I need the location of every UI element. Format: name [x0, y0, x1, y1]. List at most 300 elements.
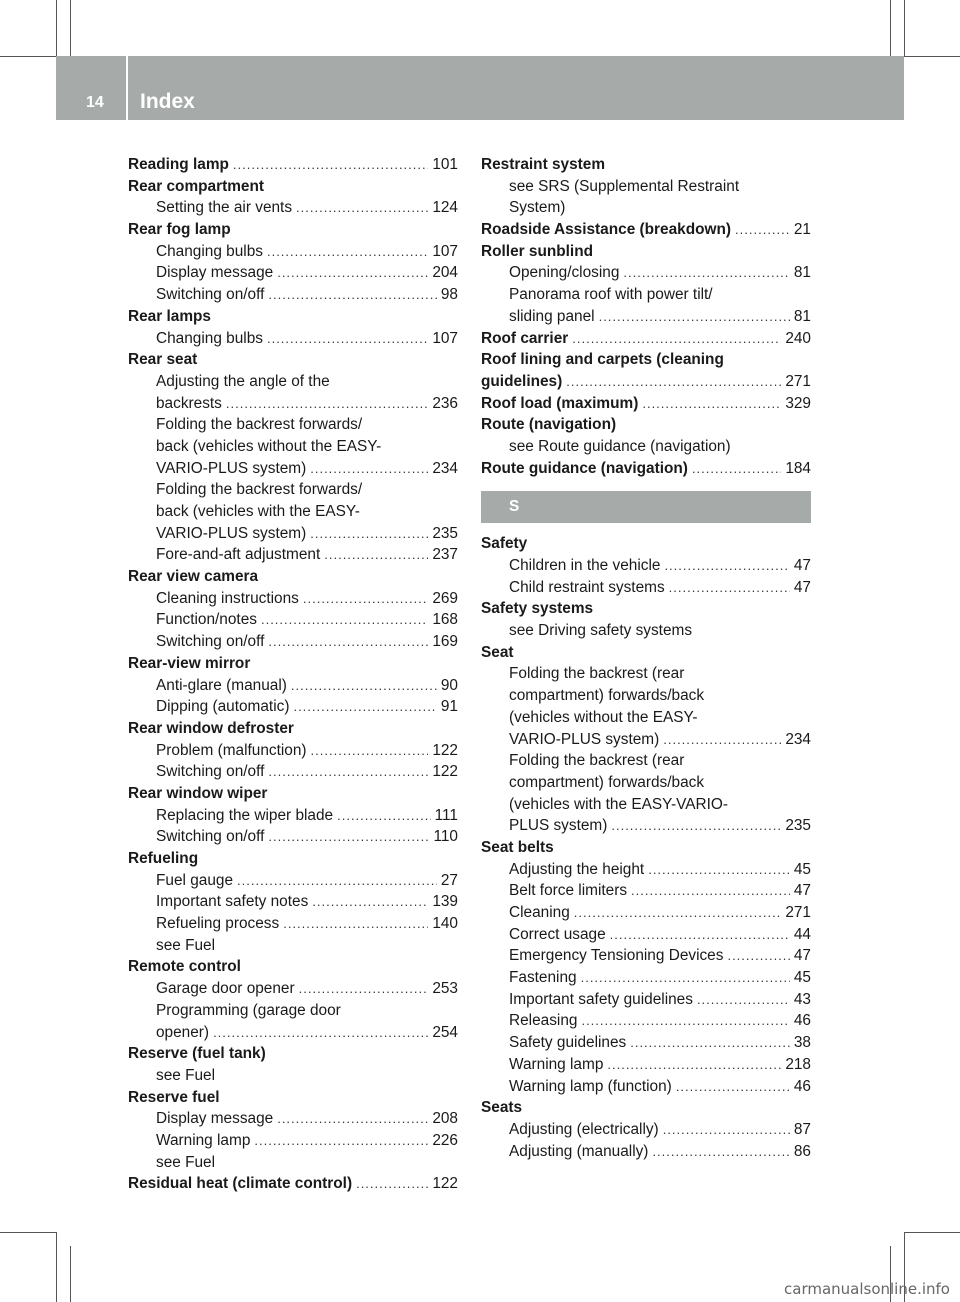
entry-text: PLUS system)	[509, 817, 608, 835]
index-heading[interactable]	[481, 328, 811, 350]
page-reference[interactable]: 122	[432, 763, 458, 781]
dot-leader	[268, 631, 428, 653]
entry-text: Setting the air vents	[156, 199, 293, 217]
page-reference[interactable]: 329	[785, 394, 811, 412]
index-heading	[481, 642, 811, 664]
dot-leader	[277, 1108, 428, 1130]
entry-text: Adjusting (electrically)	[509, 1120, 659, 1138]
crop-mark	[56, 0, 57, 56]
dot-leader	[311, 740, 429, 762]
index-subentry	[481, 663, 811, 685]
entry-text: Releasing	[509, 1012, 578, 1030]
entry-text: opener)	[156, 1023, 210, 1041]
entry-text: see Driving safety systems	[509, 622, 693, 640]
index-subentry[interactable]	[128, 588, 458, 610]
index-subentry[interactable]	[128, 241, 458, 263]
index-heading	[128, 349, 458, 371]
entry-text: Changing bulbs	[156, 329, 263, 347]
dot-leader	[663, 1119, 790, 1141]
crop-mark	[70, 1246, 71, 1302]
index-heading	[481, 414, 811, 436]
index-subentry[interactable]	[128, 262, 458, 284]
page-reference[interactable]: 107	[432, 242, 458, 260]
index-heading	[128, 566, 458, 588]
page-reference[interactable]: 168	[432, 611, 458, 629]
entry-text: Adjusting the angle of the	[156, 372, 330, 390]
index-subentry[interactable]	[481, 1076, 811, 1098]
section-letter-band: S	[481, 491, 811, 523]
index-subentry	[481, 685, 811, 707]
entry-text: Switching on/off	[156, 763, 265, 781]
page-reference[interactable]: 269	[432, 589, 458, 607]
entry-text: Cleaning instructions	[156, 589, 299, 607]
page-reference[interactable]: 87	[793, 1120, 811, 1138]
entry-text: VARIO-PLUS system)	[509, 730, 660, 748]
entry-text: Folding the backrest (rear	[509, 752, 685, 770]
index-heading	[481, 837, 811, 859]
page-reference[interactable]: 124	[432, 199, 458, 217]
page-reference[interactable]: 271	[785, 904, 811, 921]
entry-text: Roof lining and carpets (cleaning	[481, 351, 724, 369]
dot-leader	[213, 1022, 428, 1044]
entry-text: Adjusting the height	[509, 860, 645, 878]
entry-text: Important safety guidelines	[509, 990, 693, 1008]
entry-text: Display message	[156, 264, 274, 282]
index-subentry	[128, 1152, 458, 1174]
index-subentry[interactable]	[128, 197, 458, 219]
index-subentry[interactable]	[128, 805, 458, 827]
index-subentry[interactable]	[481, 815, 811, 837]
index-heading	[128, 718, 458, 740]
entry-text: Garage door opener	[156, 980, 295, 998]
entry-text: guidelines)	[481, 372, 563, 390]
dot-leader	[574, 902, 782, 924]
entry-text: Switching on/off	[156, 828, 265, 846]
page-number: 14	[86, 94, 104, 111]
index-subentry	[481, 436, 811, 458]
entry-text: Folding the backrest forwards/	[156, 416, 363, 434]
entry-text: Opening/closing	[509, 264, 620, 282]
entry-text: Switching on/off	[156, 633, 265, 651]
page-reference[interactable]: 38	[793, 1034, 811, 1052]
page-reference[interactable]: 21	[793, 221, 811, 239]
index-heading[interactable]	[481, 393, 811, 415]
entry-text: Rear lamps	[128, 307, 211, 325]
index-column-left	[128, 154, 458, 1195]
entry-text: Refueling	[128, 850, 199, 867]
dot-leader	[299, 978, 429, 1000]
page-reference[interactable]: 43	[793, 990, 811, 1008]
dot-leader	[697, 989, 790, 1011]
page-reference[interactable]: 139	[432, 893, 458, 911]
index-subentry[interactable]	[481, 1010, 811, 1032]
page-reference[interactable]: 122	[432, 741, 458, 759]
entry-text: Rear window wiper	[128, 784, 268, 802]
index-subentry[interactable]	[481, 306, 811, 328]
index-subentry[interactable]	[481, 924, 811, 946]
page-reference[interactable]: 240	[785, 329, 811, 347]
index-subentry[interactable]	[481, 555, 811, 577]
dot-leader	[310, 458, 428, 480]
page-reference[interactable]: 140	[432, 915, 458, 933]
page-reference[interactable]: 169	[432, 633, 458, 651]
entry-text: Reserve fuel	[128, 1088, 220, 1106]
entry-text: Safety systems	[481, 600, 594, 618]
dot-leader	[607, 1054, 781, 1076]
entry-text: see Fuel	[156, 1153, 216, 1171]
index-subentry[interactable]	[128, 761, 458, 783]
entry-text: Rear compartment	[128, 177, 264, 195]
page-reference[interactable]: 253	[432, 980, 458, 998]
index-subentry[interactable]	[128, 631, 458, 653]
crop-mark	[0, 1232, 56, 1233]
entry-text: Cleaning	[509, 904, 570, 921]
entry-text: Roller sunblind	[481, 242, 594, 260]
dot-leader	[735, 219, 790, 241]
dot-leader	[254, 1130, 428, 1152]
dot-leader	[663, 729, 781, 751]
page-reference[interactable]: 90	[440, 676, 458, 694]
index-heading	[128, 176, 458, 198]
index-heading	[128, 219, 458, 241]
crop-mark	[70, 0, 71, 56]
entry-text: Adjusting (manually)	[509, 1142, 649, 1160]
dot-leader	[652, 1141, 789, 1163]
entry-text: Anti-glare (manual)	[156, 676, 287, 694]
index-subentry[interactable]	[481, 880, 811, 902]
index-heading	[481, 533, 811, 555]
crop-mark	[0, 56, 56, 57]
index-subentry[interactable]	[481, 1119, 811, 1141]
page-reference[interactable]: 47	[793, 578, 811, 596]
page-reference[interactable]: 45	[793, 969, 811, 987]
page-reference[interactable]: 46	[793, 1077, 811, 1095]
entry-text: Rear window defroster	[128, 719, 294, 737]
entry-text: Belt force limiters	[509, 882, 628, 900]
index-subentry	[128, 479, 458, 501]
entry-text: back (vehicles with the EASY-	[156, 503, 360, 520]
page-reference[interactable]: 81	[793, 307, 811, 325]
index-heading	[481, 349, 811, 371]
index-subentry[interactable]	[128, 1108, 458, 1130]
dot-leader	[611, 815, 781, 837]
dot-leader	[233, 154, 428, 176]
page-reference[interactable]: 111	[434, 806, 458, 824]
index-heading	[481, 598, 811, 620]
index-heading	[128, 653, 458, 675]
dot-leader	[267, 241, 428, 263]
index-heading	[128, 848, 458, 870]
entry-text: Children in the vehicle	[509, 557, 661, 574]
dot-leader	[623, 262, 790, 284]
index-subentry[interactable]	[481, 859, 811, 881]
dot-leader	[566, 371, 781, 393]
entry-text: Programming (garage door	[156, 1001, 341, 1019]
dot-leader	[648, 859, 790, 881]
entry-text: Fastening	[509, 969, 577, 987]
page-reference[interactable]: 184	[785, 459, 811, 477]
entry-text: Folding the backrest forwards/	[156, 481, 363, 499]
dot-leader	[312, 891, 428, 913]
index-subentry[interactable]	[481, 902, 811, 924]
page-reference[interactable]: 237	[432, 546, 458, 564]
entry-text: see Fuel	[156, 1066, 216, 1084]
dot-leader	[310, 523, 428, 545]
dot-leader	[676, 1076, 790, 1098]
entry-text: Important safety notes	[156, 893, 309, 911]
entry-text: Seat	[481, 643, 514, 661]
dot-leader	[727, 945, 789, 967]
page-reference[interactable]: 234	[432, 459, 458, 477]
index-subentry	[128, 501, 458, 523]
index-heading	[481, 241, 811, 263]
entry-text: Route guidance (navigation)	[481, 459, 688, 477]
index-subentry[interactable]	[128, 1130, 458, 1152]
entry-text: Warning lamp	[509, 1055, 604, 1073]
dot-leader	[669, 577, 790, 599]
entry-text: see Fuel	[156, 936, 216, 954]
crop-mark	[56, 1232, 57, 1302]
index-subentry[interactable]	[128, 523, 458, 545]
index-subentry[interactable]	[128, 740, 458, 762]
dot-leader	[283, 913, 428, 935]
index-subentry[interactable]	[128, 675, 458, 697]
dot-leader	[356, 1173, 428, 1195]
index-heading[interactable]	[481, 219, 811, 241]
dot-leader	[572, 328, 781, 350]
entry-text: Seat belts	[481, 838, 554, 856]
index-subentry[interactable]	[481, 1141, 811, 1163]
entry-text: Residual heat (climate control)	[128, 1175, 353, 1193]
page-reference[interactable]: 208	[432, 1110, 458, 1128]
entry-text: Reserve (fuel tank)	[128, 1045, 266, 1063]
page-reference[interactable]: 236	[432, 394, 458, 412]
index-subentry	[481, 620, 811, 642]
dot-leader	[692, 458, 781, 480]
entry-text: Problem (malfunction)	[156, 741, 307, 759]
dot-leader	[277, 262, 428, 284]
page-reference[interactable]: 98	[440, 286, 458, 304]
index-subentry[interactable]	[128, 870, 458, 892]
entry-text: Rear view camera	[128, 568, 259, 586]
index-subentry	[128, 1000, 458, 1022]
entry-text: Folding the backrest (rear	[509, 665, 685, 683]
page-reference[interactable]: 204	[432, 264, 458, 282]
index-subentry[interactable]	[481, 1032, 811, 1054]
entry-text: Changing bulbs	[156, 242, 263, 260]
dot-leader	[291, 675, 437, 697]
dot-leader	[293, 696, 436, 718]
index-subentry[interactable]	[481, 1054, 811, 1076]
index-subentry[interactable]	[481, 945, 811, 967]
entry-text: Replacing the wiper blade	[156, 806, 334, 824]
crop-mark	[904, 0, 905, 56]
page-reference[interactable]: 45	[793, 860, 811, 878]
crop-mark	[904, 1232, 960, 1233]
entry-text: see SRS (Supplemental Restraint	[509, 177, 740, 195]
index-heading	[128, 306, 458, 328]
index-subentry[interactable]	[481, 577, 811, 599]
dot-leader	[296, 197, 428, 219]
dot-leader	[268, 826, 429, 848]
entry-text: (vehicles without the EASY-	[509, 708, 698, 726]
index-subentry	[481, 284, 811, 306]
entry-text: Fuel gauge	[156, 871, 234, 889]
index-subentry	[128, 371, 458, 393]
index-heading	[128, 1043, 458, 1065]
dot-leader	[630, 1032, 790, 1054]
entry-text: back (vehicles without the EASY-	[156, 437, 382, 455]
entry-text: Remote control	[128, 958, 241, 976]
index-subentry[interactable]	[128, 978, 458, 1000]
entry-text: Safety	[481, 535, 528, 553]
index-subentry[interactable]	[128, 696, 458, 718]
page-reference[interactable]: 101	[432, 156, 458, 173]
index-subentry[interactable]	[128, 284, 458, 306]
page-reference[interactable]: 226	[432, 1131, 458, 1149]
dot-leader	[610, 924, 790, 946]
entry-text: Warning lamp	[156, 1131, 251, 1149]
entry-text: Route (navigation)	[481, 416, 617, 434]
entry-text: Rear-view mirror	[128, 654, 251, 672]
dot-leader	[599, 306, 790, 328]
entry-text: Fore-and-aft adjustment	[156, 546, 321, 564]
entry-text: Warning lamp (function)	[509, 1077, 672, 1095]
entry-text: Child restraint systems	[509, 578, 665, 596]
index-subentry	[128, 436, 458, 458]
entry-text: (vehicles with the EASY-VARIO-	[509, 795, 728, 813]
entry-text: Roadside Assistance (breakdown)	[481, 221, 732, 239]
entry-text: compartment) forwards/back	[509, 687, 705, 705]
page-reference[interactable]: 86	[793, 1142, 811, 1160]
entry-text: Safety guidelines	[509, 1034, 627, 1052]
entry-text: System)	[509, 199, 566, 217]
index-subentry[interactable]	[481, 967, 811, 989]
dot-leader	[267, 328, 428, 350]
entry-text: VARIO-PLUS system)	[156, 524, 307, 542]
index-heading	[128, 1087, 458, 1109]
entry-text: Rear fog lamp	[128, 221, 231, 239]
entry-text: Dipping (automatic)	[156, 698, 290, 716]
dot-leader	[581, 1010, 789, 1032]
index-subentry	[481, 197, 811, 219]
entry-text: Reading lamp	[128, 156, 229, 173]
page-reference[interactable]: 122	[432, 1175, 458, 1193]
entry-text: compartment) forwards/back	[509, 773, 705, 791]
entry-text: Restraint system	[481, 156, 606, 173]
page-reference[interactable]: 47	[793, 882, 811, 900]
index-subentry[interactable]	[128, 328, 458, 350]
entry-text: Refueling process	[156, 915, 280, 933]
entry-text: Seats	[481, 1099, 523, 1117]
dot-leader	[268, 284, 437, 306]
page-reference[interactable]: 110	[433, 828, 458, 846]
watermark: carmanualsonline.info	[784, 1280, 950, 1298]
index-subentry[interactable]	[128, 891, 458, 913]
index-subentry	[128, 935, 458, 957]
index-subentry	[481, 176, 811, 198]
entry-text: Roof carrier	[481, 329, 569, 347]
index-subentry[interactable]	[481, 729, 811, 751]
index-subentry	[481, 750, 811, 772]
index-subentry	[481, 772, 811, 794]
index-heading	[481, 1097, 811, 1119]
index-subentry[interactable]	[128, 544, 458, 566]
index-subentry	[481, 707, 811, 729]
index-subentry[interactable]	[128, 458, 458, 480]
dot-leader	[337, 805, 430, 827]
index-subentry	[128, 1065, 458, 1087]
index-subentry	[128, 414, 458, 436]
page-reference[interactable]: 47	[793, 557, 811, 574]
index-subentry[interactable]	[128, 393, 458, 415]
index-heading[interactable]	[481, 371, 811, 393]
entry-text: Switching on/off	[156, 286, 265, 304]
page-reference[interactable]: 44	[793, 925, 811, 943]
page-reference[interactable]: 91	[440, 698, 458, 716]
dot-leader	[631, 880, 790, 902]
page-reference[interactable]: 271	[785, 372, 811, 390]
index-column-right	[481, 154, 811, 1162]
crop-mark	[890, 0, 891, 56]
entry-text: sliding panel	[509, 307, 595, 325]
dot-leader	[303, 588, 428, 610]
page-reference[interactable]: 27	[440, 871, 458, 889]
dot-leader	[642, 393, 781, 415]
page-reference[interactable]: 234	[785, 730, 811, 748]
index-heading[interactable]	[128, 154, 458, 176]
entry-text: see Route guidance (navigation)	[509, 437, 731, 455]
entry-text: backrests	[156, 394, 222, 412]
index-heading	[128, 956, 458, 978]
page-reference[interactable]: 235	[785, 817, 811, 835]
dot-leader	[664, 555, 789, 577]
index-subentry[interactable]	[128, 913, 458, 935]
dot-leader	[237, 870, 437, 892]
index-subentry[interactable]	[128, 609, 458, 631]
page-reference[interactable]: 107	[432, 329, 458, 347]
index-heading	[481, 154, 811, 176]
dot-leader	[261, 609, 428, 631]
entry-text: VARIO-PLUS system)	[156, 459, 307, 477]
dot-leader	[324, 544, 428, 566]
entry-text: Emergency Tensioning Devices	[509, 947, 724, 965]
entry-text: Panorama roof with power tilt/	[509, 286, 713, 304]
index-heading[interactable]	[481, 458, 811, 480]
header-divider	[126, 56, 128, 120]
entry-text: Correct usage	[509, 925, 606, 943]
page-reference[interactable]: 235	[432, 524, 458, 542]
page-reference[interactable]: 254	[432, 1023, 458, 1041]
crop-mark	[904, 56, 960, 57]
entry-text: Function/notes	[156, 611, 257, 629]
index-subentry	[481, 794, 811, 816]
dot-leader	[268, 761, 428, 783]
index-subentry[interactable]	[481, 262, 811, 284]
page-reference[interactable]: 46	[793, 1012, 811, 1030]
index-subentry[interactable]	[481, 989, 811, 1011]
dot-leader	[581, 967, 790, 989]
dot-leader	[226, 393, 428, 415]
page-reference[interactable]: 81	[793, 264, 811, 282]
index-heading[interactable]	[128, 1173, 458, 1195]
index-heading	[128, 783, 458, 805]
index-subentry[interactable]	[128, 1022, 458, 1044]
page-reference[interactable]: 47	[793, 947, 811, 965]
page-reference[interactable]: 218	[785, 1055, 811, 1073]
entry-text: Roof load (maximum)	[481, 394, 639, 412]
index-subentry[interactable]	[128, 826, 458, 848]
